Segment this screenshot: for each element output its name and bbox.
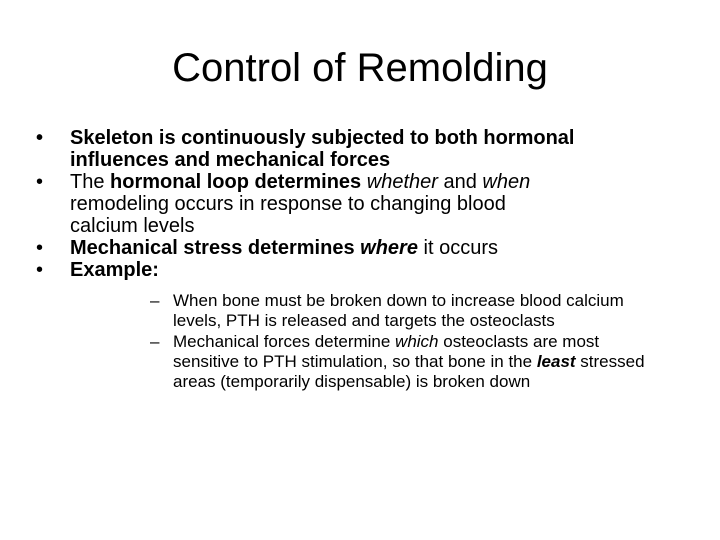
text-run-italic: which (395, 332, 439, 351)
sub-bullet-text-line: areas (temporarily dispensable) is broken down (173, 372, 531, 391)
sub-bullet-text-line (173, 352, 720, 372)
bullet-skeleton-forces (0, 127, 720, 171)
bullet-marker: • (36, 237, 44, 259)
bullet-text-line: influences and mechanical forces (70, 149, 391, 171)
sub-bullet-marker: – (150, 332, 160, 351)
sub-bullet-text-line (173, 332, 720, 352)
text-run: stressed (575, 352, 645, 371)
text-run-bold-italic: least (536, 352, 576, 371)
bullet-text-line (70, 237, 720, 259)
bullet-marker: • (36, 127, 44, 149)
bullet-text-line: Skeleton is continuously subjected to both hormonal (70, 127, 575, 149)
bullet-hormonal-loop (0, 171, 720, 237)
text-run: osteoclasts are most (438, 332, 600, 351)
text-run: The (70, 171, 111, 193)
text-run-italic: when (482, 171, 531, 193)
text-run-bold: hormonal loop determines (110, 171, 362, 193)
bullet-text-line: Example: (70, 259, 159, 281)
text-run: Mechanical forces determine (173, 332, 396, 351)
text-run: and (437, 171, 483, 193)
bullet-text-line: calcium levels (70, 215, 195, 237)
bullet-text-line (70, 171, 720, 193)
sub-bullet-list (70, 291, 720, 392)
sub-bullet-text-line: levels, PTH is released and targets the osteoclasts (173, 311, 555, 330)
text-run: it occurs (417, 237, 498, 259)
sub-bullet-text-line: When bone must be broken down to increase blood calcium (173, 291, 624, 310)
bullet-marker: • (36, 171, 44, 193)
sub-bullet-mechanical-forces (70, 332, 720, 392)
text-run-italic: whether (366, 171, 438, 193)
bullet-text-line: remodeling occurs in response to changing blood (70, 193, 506, 215)
bullet-example (0, 259, 720, 392)
text-run: sensitive to PTH stimulation, so that bone in the (173, 352, 537, 371)
sub-bullet-pth-release (70, 291, 720, 331)
text-run-bold-italic: where (360, 237, 418, 259)
bullet-list (0, 127, 720, 392)
slide-title: Control of Remolding (172, 46, 548, 90)
text-run-bold: Mechanical stress determines (70, 237, 361, 259)
bullet-mechanical-stress (0, 237, 720, 259)
sub-bullet-marker: – (150, 291, 160, 310)
bullet-marker: • (36, 259, 44, 281)
